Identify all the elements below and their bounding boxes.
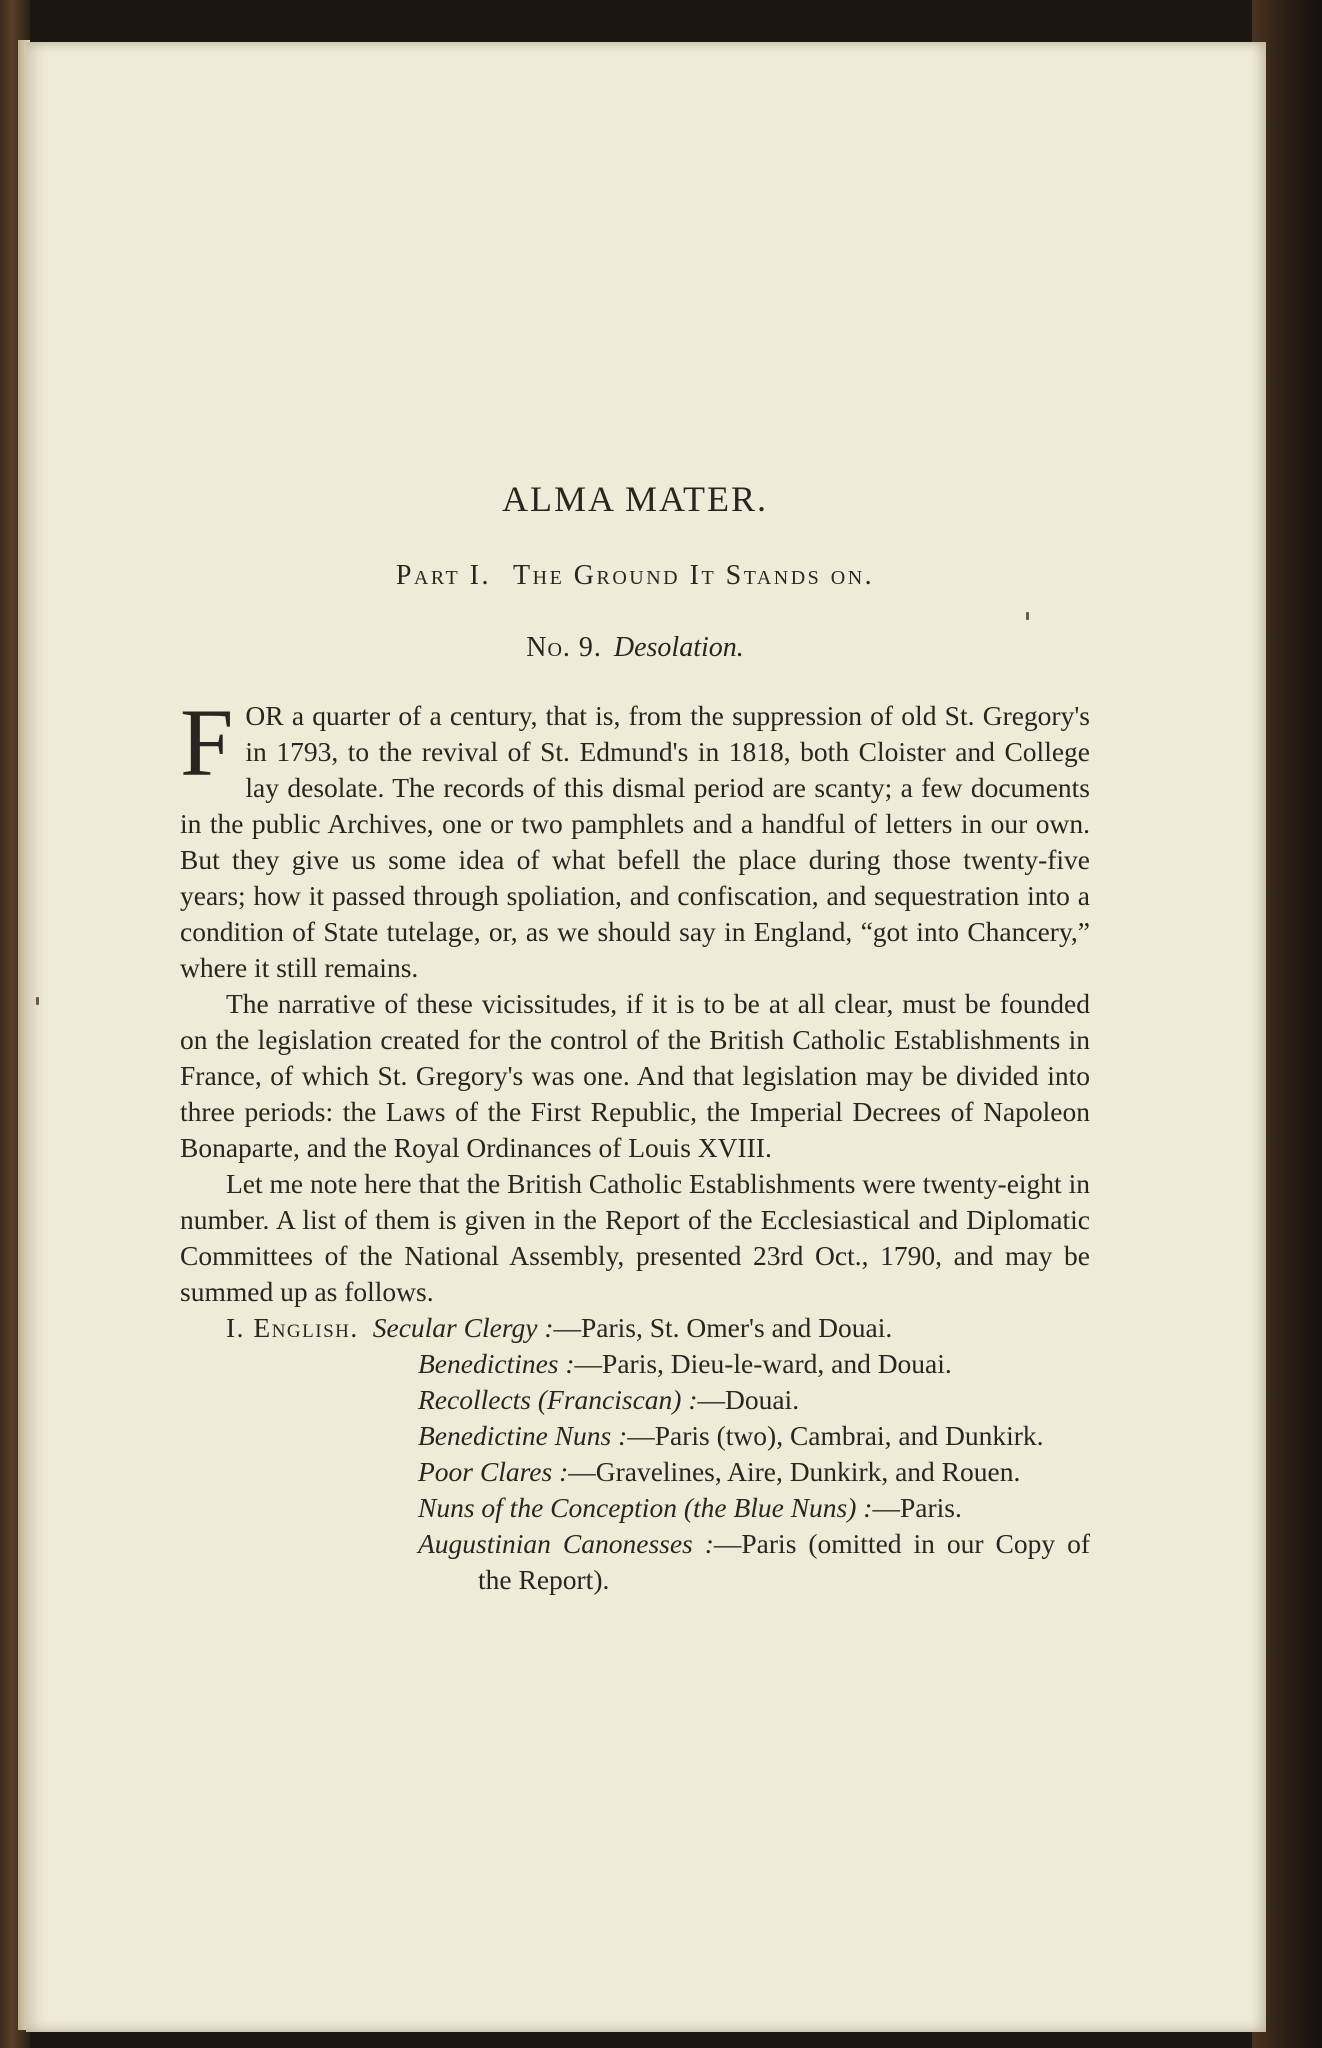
chapter-title: ALMA MATER.	[501, 479, 769, 519]
part-label: Part I.	[395, 560, 492, 591]
list-item-text: —Paris, St. Omer's and Douai.	[553, 1312, 893, 1343]
list-item	[418, 1346, 1090, 1382]
paragraph-1-text: OR a quarter of a century, that is, from the suppression of old St. Gregory's in 1793, to the revival of St. Edmund's in 1818, both Cloister and College lay desolate. The records of this dismal period are scanty; a few documents in the public Archives, one or two pamphlets and a handful of letters in our own. But they give us some idea of what befell the place during those twenty-five years; how it passed through spoliation, and confiscation, and sequestration into a condition of State tutelage, or, as we should say in England, “got into Chancery,” where it still remains.	[180, 700, 1090, 983]
book-page	[26, 42, 1266, 2032]
list-item-label: Secular Clergy :	[372, 1312, 554, 1343]
list-item-label: Benedictine Nuns :	[418, 1420, 628, 1451]
establishment-list	[180, 1310, 1090, 1598]
paragraph-2: The narrative of these vicissitudes, if it is to be at all clear, must be founded on the legislation created for the control of the British Catholic Establishments in France, of which St. Gregory's was one. And that legislation may be divided into three periods: the Laws of the First Republic, the Imperial Decrees of Napoleon Bonaparte, and the Royal Ordinances of Louis XVIII.	[180, 988, 1090, 1163]
body-text	[180, 689, 1090, 1598]
list-heading	[226, 1310, 1090, 1346]
list-item-label: Nuns of the Conception (the Blue Nuns) :	[418, 1492, 873, 1523]
list-item-text: —Gravelines, Aire, Dunkirk, and Rouen.	[568, 1456, 1021, 1487]
list-item-text: —Douai.	[697, 1384, 800, 1415]
list-item-label: Poor Clares :	[418, 1456, 569, 1487]
list-item	[418, 1454, 1090, 1490]
list-item	[418, 1382, 1090, 1418]
list-item-text: —Paris (omitted in our Copy of the Report).	[478, 1528, 1090, 1595]
section-number: No. 9.	[526, 632, 602, 663]
ink-speck	[1026, 612, 1029, 620]
list-item	[418, 1490, 1090, 1526]
list-category: I. English.	[226, 1312, 359, 1343]
section-heading	[180, 632, 1090, 664]
ink-speck	[36, 997, 39, 1005]
paragraph-3: Let me note here that the British Catholic Establishments were twenty-eight in number. A list of them is given in the Report of the Ecclesiastical and Diplomatic Committees of the National Assembly, presented 23rd Oct., 1790, and may be summed up as follows.	[180, 1168, 1090, 1307]
drop-cap: F	[180, 689, 234, 796]
paragraph-1	[180, 689, 1090, 986]
section-title: Desolation.	[613, 632, 744, 663]
list-item	[418, 1418, 1090, 1454]
list-item-label: Recollects (Franciscan) :	[418, 1384, 698, 1415]
list-item	[418, 1526, 1090, 1598]
part-heading	[180, 560, 1090, 592]
list-item-label: Benedictines :	[418, 1348, 575, 1379]
list-item-label: Augustinian Canonesses :	[418, 1528, 714, 1559]
list-item-text: —Paris, Dieu-le-ward, and Douai.	[574, 1348, 952, 1379]
list-item-text: —Paris.	[872, 1492, 962, 1523]
list-item-text: —Paris (two), Cambrai, and Dunkirk.	[627, 1420, 1044, 1451]
part-title: The Ground It Stands on.	[513, 560, 875, 591]
